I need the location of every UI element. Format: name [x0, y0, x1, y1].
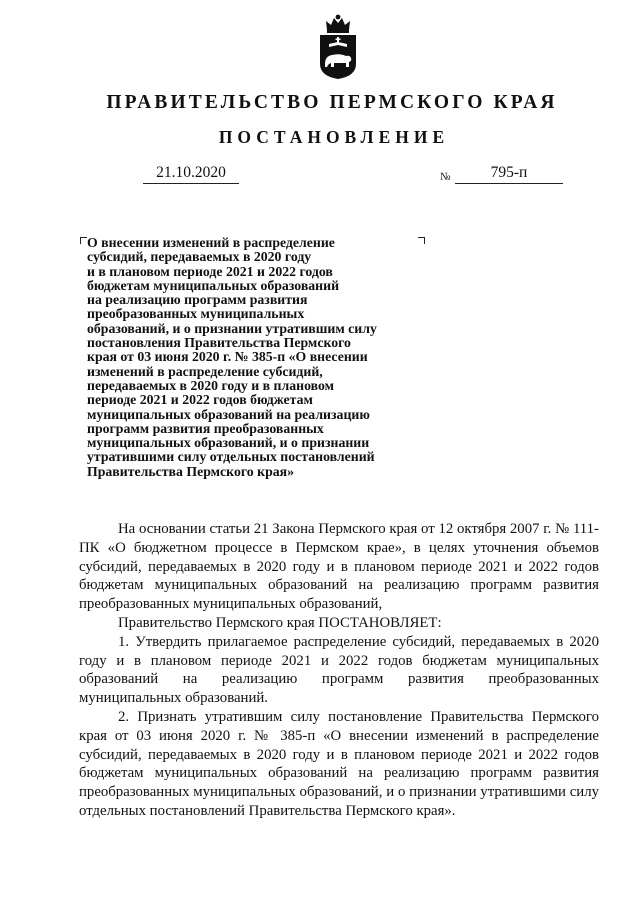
subject-bracket-left [80, 237, 87, 244]
number-sign: № [440, 171, 451, 183]
subject-line: передаваемых в 2020 году и в плановом [87, 377, 335, 393]
document-body [79, 520, 599, 821]
subject-line: утратившими силу отдельных постановлений [87, 449, 375, 465]
document-number: 795-п [455, 163, 563, 184]
paragraph-basis: На основании статьи 21 Закона Пермского края от 12 октября 2007 г. № 111-ПК «О бюджетном процессе в Пермском крае», в целях уточнения объемов субсидий, передаваемых в 2020 году и в плановом периоде 2021 и 2022 годов бюджетам муниципальных образований на реализацию программ развития преобразованных муниципальных образований, [79, 521, 599, 613]
subject-line: Правительства Пермского края» [87, 463, 295, 479]
subject-line: преобразованных муниципальных [87, 306, 305, 322]
subject-bracket-right [418, 237, 425, 244]
subject-line: края от 03 июня 2020 г. № 385-п «О внесении [87, 349, 368, 365]
subject-line: периоде 2021 и 2022 годов бюджетам [87, 392, 313, 408]
subject-line: изменений в распределение субсидий, [87, 363, 323, 379]
document-subject [87, 236, 417, 479]
coat-of-arms-icon [318, 14, 358, 80]
subject-line: программ развития преобразованных [87, 420, 324, 436]
paragraph-item-1: 1. Утвердить прилагаемое распределение субсидий, передаваемых в 2020 году и в плановом периоде 2021 и 2022 годов бюджетам муниципальных образований на реализацию программ развития преобразованных муниципальных образований. [79, 633, 599, 707]
subject-line: О внесении изменений в распределение [87, 235, 335, 250]
government-title: ПРАВИТЕЛЬСТВО ПЕРМСКОГО КРАЯ [106, 92, 558, 113]
subject-line: муниципальных образований на реализацию [87, 406, 370, 422]
document-type: ПОСТАНОВЛЕНИЕ [218, 127, 450, 147]
subject-line: и в плановом периоде 2021 и 2022 годов [87, 263, 333, 279]
paragraph-resolves: Правительство Пермского края ПОСТАНОВЛЯЕТ: [118, 614, 442, 631]
document-date: 21.10.2020 [143, 163, 239, 184]
subject-line: образований, и о признании утратившим силу [87, 320, 377, 336]
paragraph-item-2: 2. Признать утратившим силу постановление Правительства Пермского края от 03 июня 2020 г. № 385-п «О внесении изменений в распределение субсидий, передаваемых в 2020 году и в плановом периоде 2021 и 2022 годов бюджетам муниципальных образований на реализацию программ развития преобразованных муниципальных образований, и о признании утратившими силу отдельных постановлений Правительства Пермского края». [79, 708, 599, 819]
subject-line: постановления Правительства Пермского [87, 335, 351, 351]
subject-line: субсидий, передаваемых в 2020 году [87, 249, 312, 265]
subject-line: на реализацию программ развития [87, 292, 308, 308]
subject-line: бюджетам муниципальных образований [87, 277, 340, 293]
subject-line: муниципальных образований, и о признании [87, 435, 370, 451]
